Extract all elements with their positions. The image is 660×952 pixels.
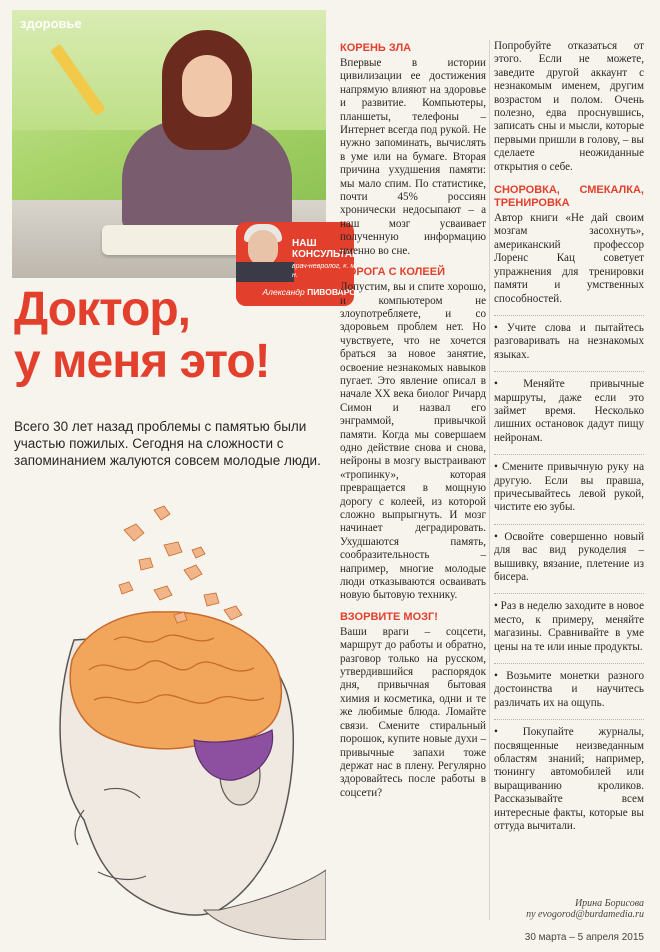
tip-item: • Освойте совершенно новый для вас вид рукоделия – вышивку, вязание, плетение из бисера. (494, 524, 644, 585)
author-byline: Ирина Борисова ny evogorod@burdamedia.ru (526, 898, 644, 920)
tip-item: • Смените привычную руку на другую. Если вы правша, причесывайтесь левой рукой, чистите ею зубы. (494, 454, 644, 515)
crumbling-brain-illustration (14, 490, 326, 940)
consultant-role: врач-невролог, к. м. н. (292, 263, 358, 279)
consultant-name: Александр ПИВОВАРОВ (262, 287, 362, 297)
section-heading-skill: СНОРОВКА, СМЕКАЛКА, ТРЕНИРОВКА (494, 184, 644, 210)
section-heading-blow: ВЗОРВИТЕ МОЗГ! (340, 610, 438, 623)
lead-paragraph: Всего 30 лет назад проблемы с памятью были участью пожилых. Сегодня на сложности с запоминанием жалуются совсем молодые люди. (14, 419, 321, 468)
tip-item: • Покупайте журналы, посвященные неизведанным областям знаний; например, тюнингу автомобилей или выращиванию кроликов. Рассказывайте всем интересные факты, которые вы оттуда вычитали. (494, 719, 644, 833)
section-text-try: Попробуйте отказаться от этого. Если не можете, заведите другой аккаунт с незнакомым именем, другим возрастом и полом. Очень полезно, едва проснувшись, записать сны и мысли, которые первыми пришли в голову, – вы сделаете неожиданные открытия о себе. (494, 40, 644, 173)
consultant-title: НАШ КОНСУЛЬТАНТ (292, 238, 366, 260)
tip-item: • Возьмите монетки разного достоинства и научитесь различать их на ощупь. (494, 663, 644, 710)
issue-date: 30 марта – 5 апреля 2015 (524, 932, 644, 943)
section-heading-root: КОРЕНЬ ЗЛА (340, 42, 412, 54)
section-text-blow: Ваши враги – соцсети, маршрут до работы и обратно, разговор только на русском, утвердившийся распорядок дня, привычная бытовая химия и косметика, одни и те же любимые блюда. Ломайте связи. Смените стиральный порошок, купите новые духи – привычные запахи тоже держат нас в плену. Регулярно здоровайтесь после работы в соцсети? (340, 625, 486, 799)
section-text-skill: Автор книги «Не дай своим мозгам засохнуть», американский профессор Лоренс Кац советует упражнения для тренировки памяти и умственных способностей. (494, 212, 644, 305)
section-heading-road: ДОРОГА С КОЛЕЕЙ (340, 266, 445, 279)
right-column (494, 40, 644, 834)
middle-column (340, 40, 486, 800)
tip-item: • Раз в неделю заходите в новое место, к примеру, меняйте магазины. Сравнивайте в уме цены на те или иные продукты. (494, 593, 644, 654)
tip-item: • Учите слова и пытайтесь разговаривать на незнакомых языках. (494, 315, 644, 362)
section-text-road: Допустим, вы и спите хорошо, и компьютером не злоупотребляете, и со здоровьем проблем нет. Но чувствуете, что не хочется браться за новое занятие, освоение незнакомых навыков пугает. Это явление описал в начале XX века биолог Ричард Симон и назвал его энграммой, привычкой памяти. Когда мы совершаем одно действие снова и снова, нейроны в мозгу выстраивают «тропинку», которая превращается в мощную дорогу с колеей, из которой сложно выпрыгнуть. И мозг начинает деградировать. Ухудшаются память, сообразительность – например, многие молодые люди отказываются осваивать новую бытовую технику. (340, 281, 486, 602)
tip-item: • Меняйте привычные маршруты, даже если это займет время. Несколько лишних остановок дадут пищу нейронам. (494, 371, 644, 445)
section-tag: здоровье (20, 16, 82, 31)
column-divider (489, 40, 490, 920)
page-title: Доктор, у меня это! (14, 283, 270, 388)
section-text-root: Впервые в истории цивилизации ее достижения напрямую влияют на здоровье и развитие. Компьютеры, планшеты, телефоны – Интернет всегда под рукой. Не нужно запоминать, вычислять в уме или на бумаге. Вторая причина ухудшения памяти: мы мало спим. По статистике, почти 45% россиян хронически недосыпают – а наш мозг усваивает полученную информацию именно во сне. (340, 57, 486, 257)
